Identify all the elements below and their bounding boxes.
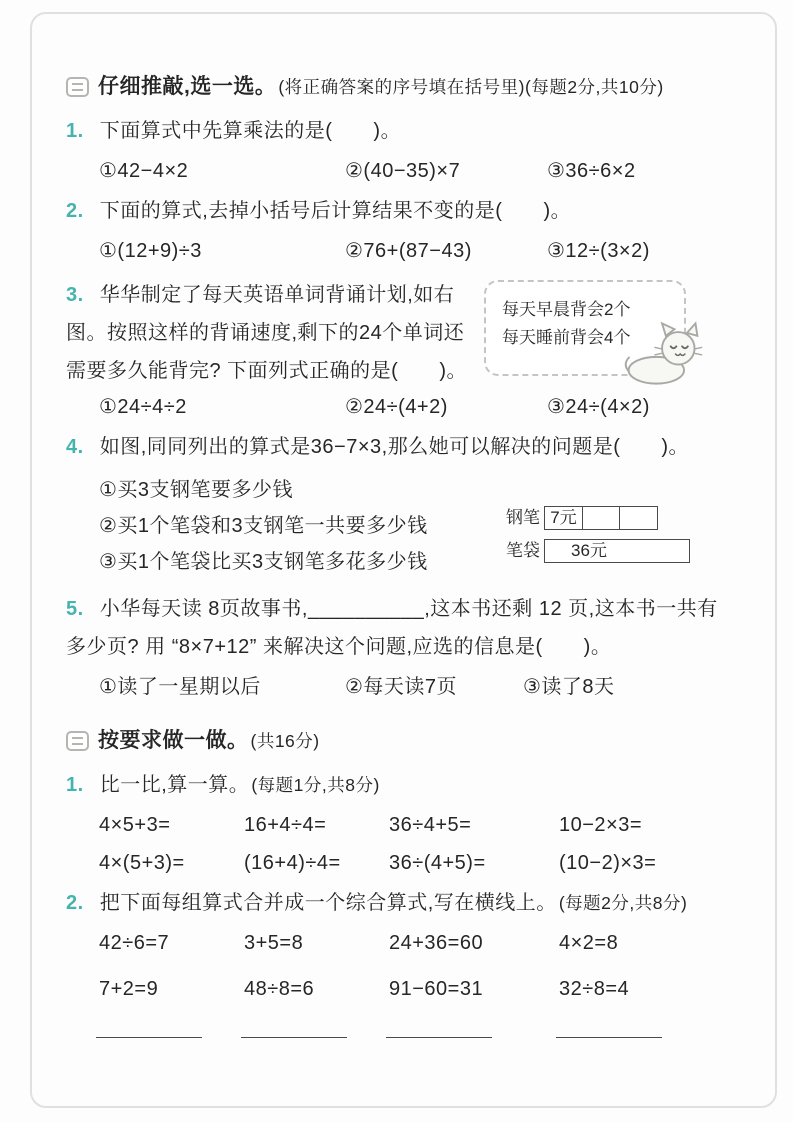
calc-row-1 [66, 810, 728, 840]
question-3-options [66, 392, 728, 422]
question-5 [66, 590, 728, 666]
expression: 36÷(4+5)= [389, 852, 486, 874]
option-2: ②每天读7页 [345, 676, 458, 698]
equation: 24+36=60 [389, 932, 484, 954]
section-2-note: (共16分) [250, 731, 320, 751]
list-icon [66, 77, 89, 97]
pen-empty-box [582, 506, 621, 530]
question-2-options [66, 236, 728, 266]
question-3 [66, 276, 728, 390]
list-icon [66, 731, 89, 751]
s2-question-1-note: (每题1分,共8分) [251, 775, 380, 795]
s2-question-2-number: 2. [66, 892, 84, 914]
expression: 4×(5+3)= [99, 852, 185, 874]
section-2-header [66, 726, 728, 756]
pen-price-box: 7元 [544, 506, 583, 530]
section-2-question-1 [66, 770, 728, 800]
s2-question-2-note: (每题2分,共8分) [558, 893, 688, 913]
memo-line-2: 每天睡前背会4个 [502, 328, 631, 347]
question-2-number: 2. [66, 200, 84, 222]
s2-question-1-text: 比一比,算一算。 [99, 774, 250, 796]
option-3: ③12÷(3×2) [547, 240, 650, 262]
calc-row-2 [66, 848, 728, 878]
price-bar-diagram [506, 506, 690, 572]
option-3: ③读了8天 [523, 676, 615, 698]
answer-blank [386, 1020, 492, 1038]
option-2: ②买1个笔袋和3支钢笔一共要多少钱 [99, 515, 428, 537]
expression: 4×5+3= [99, 814, 171, 836]
question-4 [66, 432, 728, 462]
question-1-number: 1. [66, 120, 84, 142]
s2-question-2-text: 把下面每组算式合并成一个综合算式,写在横线上。 [99, 892, 557, 914]
expression: 16+4÷4= [244, 814, 327, 836]
question-3-text: 华华制定了每天英语单词背诵计划,如右图。按照这样的背诵速度,剩下的24个单词还需要多久能背完? 下面列式正确的是( )。 [66, 284, 467, 382]
option-2: ②(40−35)×7 [345, 160, 461, 182]
s2-question-1-number: 1. [66, 774, 84, 796]
question-5-text: 小华每天读 8页故事书,__________,这本书还剩 12 页,这本书一共有多少页? 用 “8×7+12” 来解决这个问题,应选的信息是( )。 [66, 598, 718, 658]
section-1-header [66, 72, 728, 102]
equation: 48÷8=6 [244, 978, 315, 1000]
answer-blank [241, 1020, 347, 1038]
question-1-text: 下面算式中先算乘法的是( )。 [99, 120, 402, 142]
question-4-text: 如图,同同列出的算式是36−7×3,那么她可以解决的问题是( )。 [99, 436, 690, 458]
equation: 7+2=9 [99, 978, 159, 1000]
answer-blanks [66, 1020, 728, 1038]
equation: 32÷8=4 [559, 978, 630, 1000]
section-2-question-2 [66, 888, 728, 918]
answer-blank [556, 1020, 662, 1038]
answer-blank [96, 1020, 202, 1038]
option-3: ③36÷6×2 [547, 160, 636, 182]
option-2: ②24÷(4+2) [345, 396, 448, 418]
equation-row-1 [66, 928, 728, 958]
pen-label: 钢笔 [506, 508, 540, 527]
equation: 4×2=8 [559, 932, 619, 954]
option-1: ①买3支钢笔要多少钱 [99, 479, 294, 501]
option-1: ①读了一星期以后 [99, 676, 261, 698]
equation-row-2 [66, 974, 728, 1004]
option-3: ③买1个笔袋比买3支钢笔多花多少钱 [99, 551, 428, 573]
option-3: ③24÷(4×2) [547, 396, 650, 418]
pen-empty-box [619, 506, 658, 530]
memo-line-1: 每天早晨背会2个 [502, 300, 631, 319]
question-1 [66, 116, 728, 146]
pen-row [506, 506, 690, 530]
bag-row [506, 539, 690, 563]
option-1: ①24÷4÷2 [99, 396, 187, 418]
expression: (10−2)×3= [559, 852, 657, 874]
question-5-number: 5. [66, 598, 84, 620]
question-4-options-block [66, 472, 728, 580]
option-1: ①(12+9)÷3 [99, 240, 202, 262]
question-5-options [66, 672, 728, 702]
question-2-text: 下面的算式,去掉小括号后计算结果不变的是( )。 [99, 200, 572, 222]
bag-label: 笔袋 [506, 541, 540, 560]
section-2-title: 按要求做一做。 [98, 729, 249, 752]
expression: 10−2×3= [559, 814, 643, 836]
section-1-note: (将正确答案的序号填在括号里)(每题2分,共10分) [278, 77, 664, 97]
equation: 3+5=8 [244, 932, 304, 954]
option-1: ①42−4×2 [99, 160, 189, 182]
worksheet-content [66, 72, 728, 1038]
question-4-number: 4. [66, 436, 84, 458]
bag-price-box: 36元 [544, 539, 690, 563]
expression: 36÷4+5= [389, 814, 472, 836]
memo-box [484, 280, 686, 376]
section-1-title: 仔细推敲,选一选。 [98, 75, 277, 98]
question-1-options [66, 156, 728, 186]
expression: (16+4)÷4= [244, 852, 341, 874]
question-3-number: 3. [66, 284, 84, 306]
equation: 91−60=31 [389, 978, 484, 1000]
equation: 42÷6=7 [99, 932, 170, 954]
cat-illustration [620, 320, 706, 388]
question-2 [66, 196, 728, 226]
option-2: ②76+(87−43) [345, 240, 472, 262]
